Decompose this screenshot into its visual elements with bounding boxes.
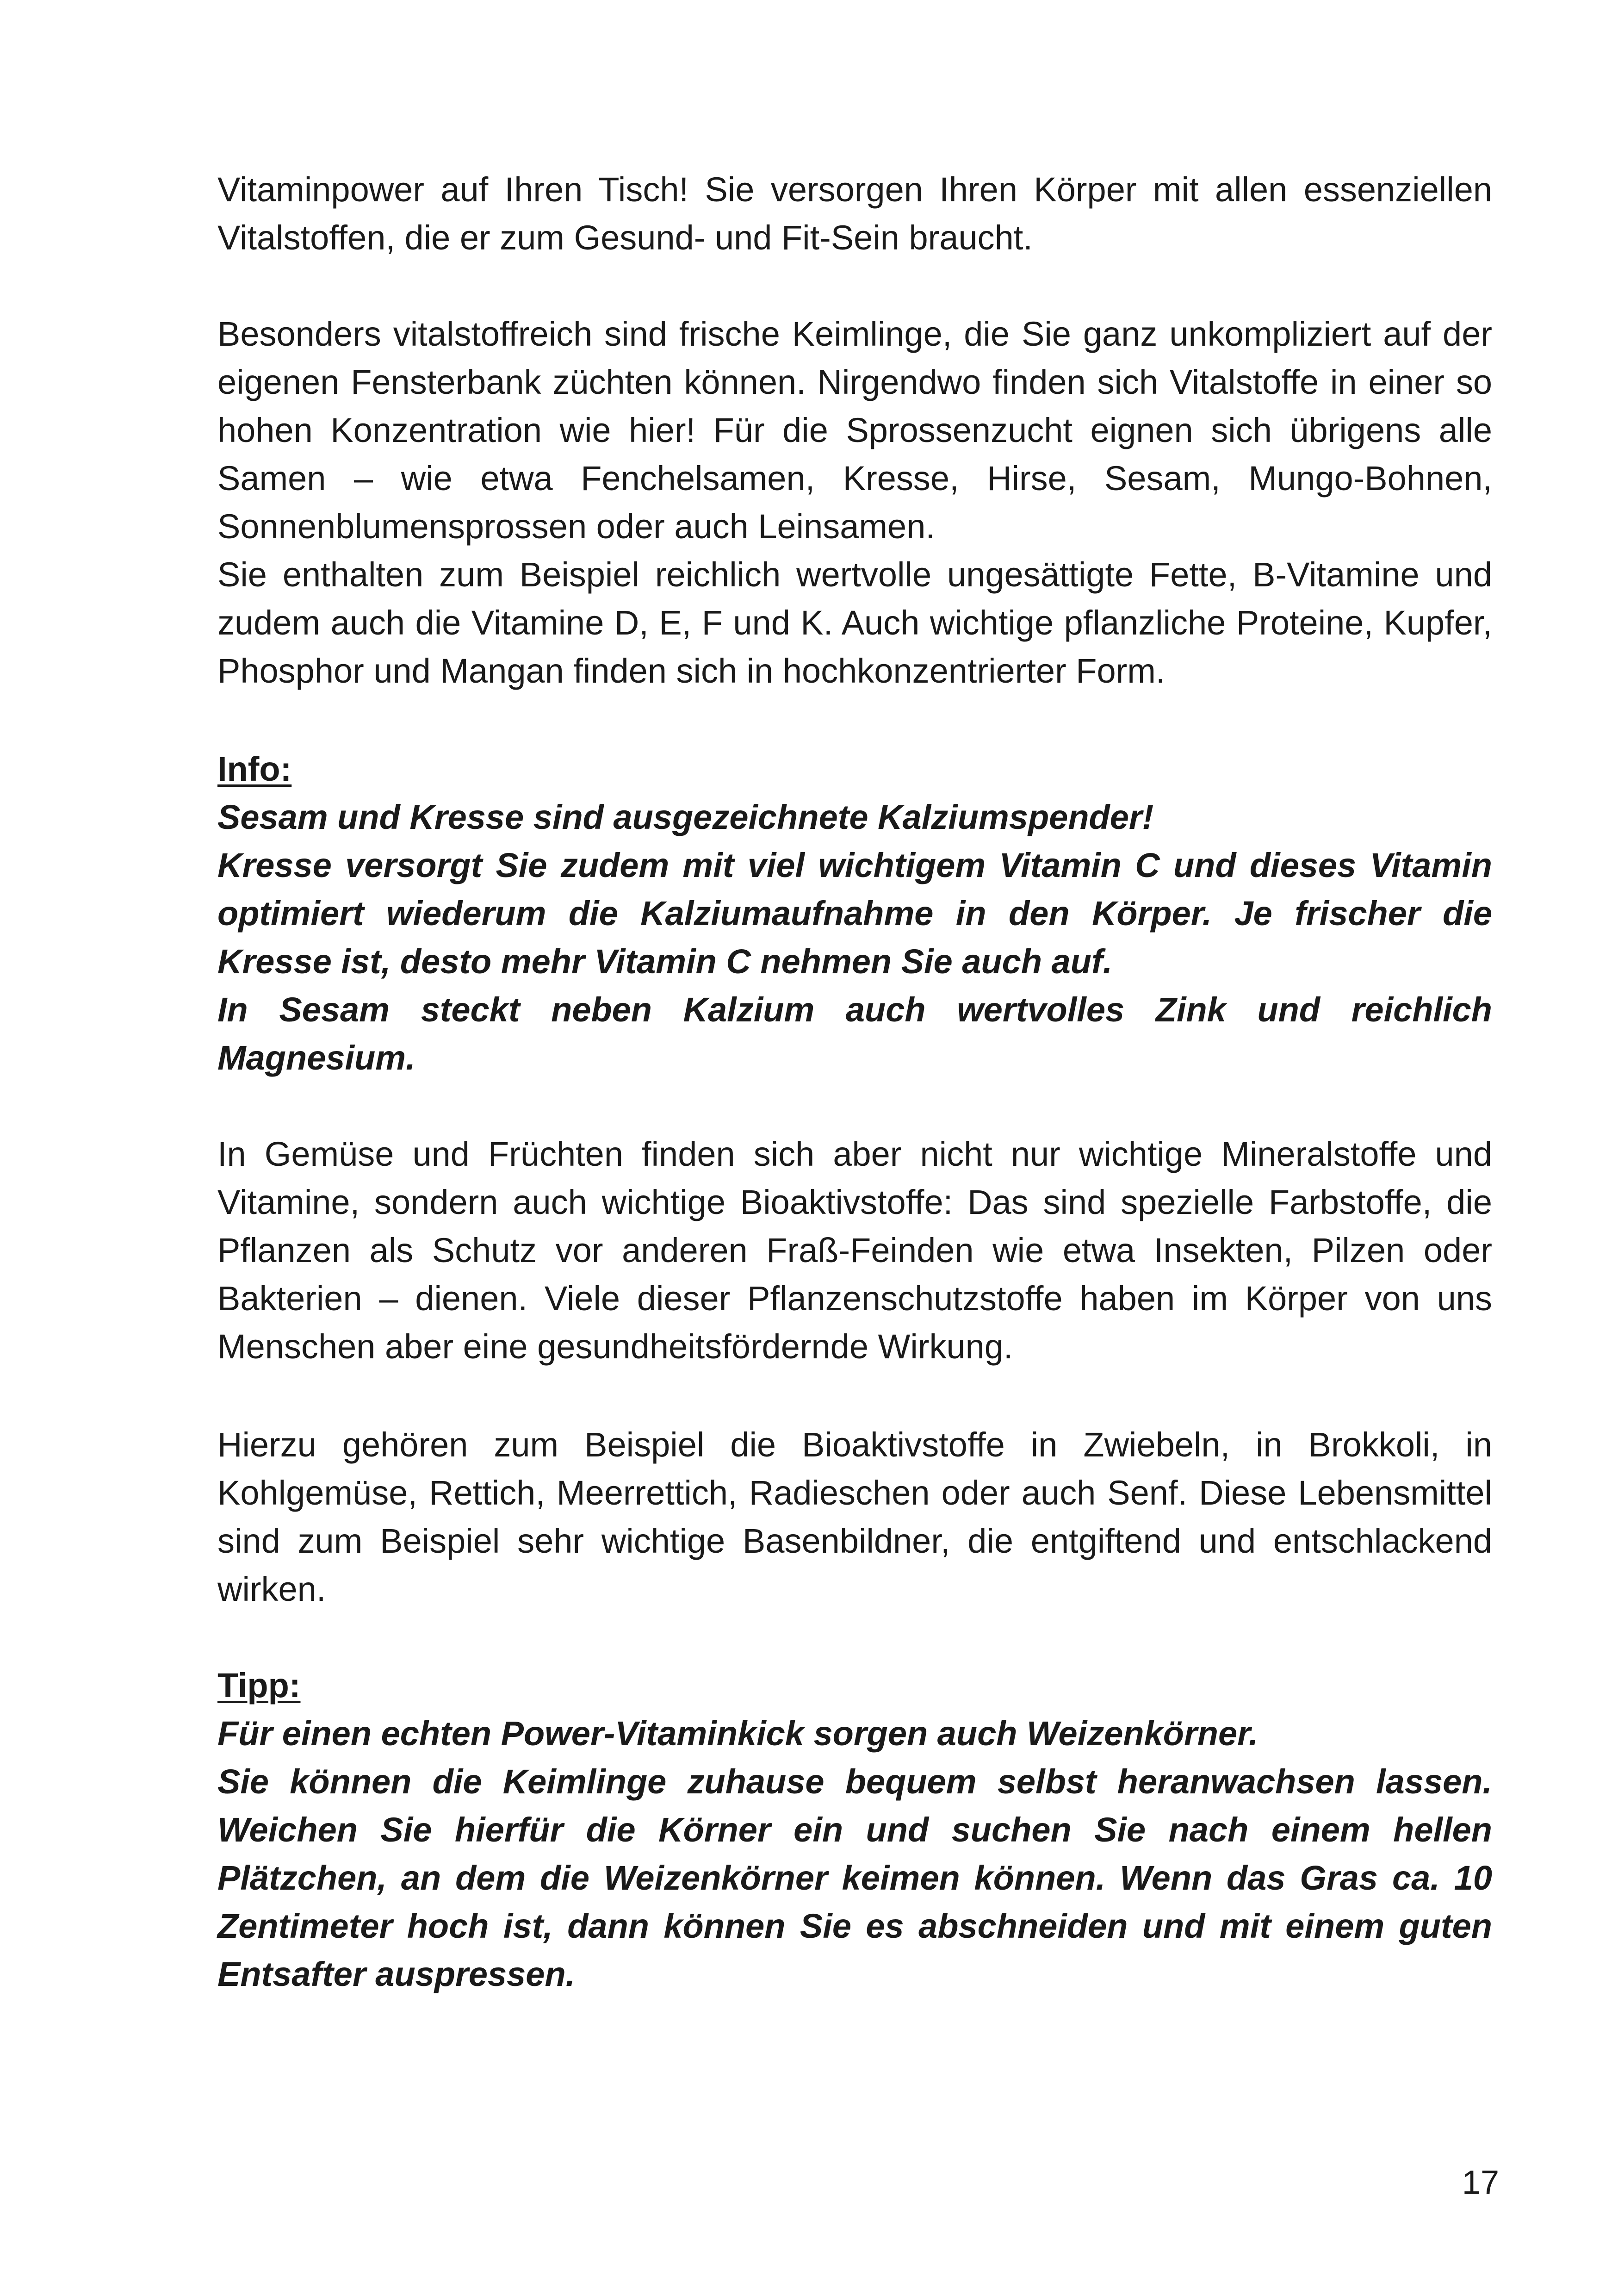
tipp-line-2: Sie können die Keimlinge zuhause bequem selbst heranwachsen lassen. Weichen Sie hierfür die Körner ein und suchen Sie nach einem hellen Plätzchen, an dem die Weizenkörner keimen können. Wenn das Gras ca. 10 Zentimeter hoch ist, dann können Sie es abschneiden und mit einem guten Entsafter auspressen. bbox=[217, 1762, 1492, 1993]
keimlinge-paragraph-block bbox=[217, 310, 1492, 695]
info-line-1: Sesam und Kresse sind ausgezeichnete Kalziumspender! bbox=[217, 798, 1154, 836]
tipp-heading: Tipp: bbox=[217, 1666, 301, 1705]
info-box bbox=[217, 745, 1492, 1082]
info-heading: Info: bbox=[217, 750, 292, 788]
tipp-line-1: Für einen echten Power-Vitaminkick sorgen auch Weizenkörner. bbox=[217, 1714, 1258, 1753]
tipp-box bbox=[217, 1661, 1492, 1998]
info-line-2: Kresse versorgt Sie zudem mit viel wichtigem Vitamin C und dieses Vitamin optimiert wiederum die Kalziumaufnahme in den Körper. Je frischer die Kresse ist, desto mehr Vitamin C nehmen Sie auch auf. bbox=[217, 846, 1492, 981]
inhalt-paragraph: Sie enthalten zum Beispiel reichlich wertvolle ungesättigte Fette, B-Vitamine und zudem auch die Vitamine D, E, F und K. Auch wichtige pflanzliche Proteine, Kupfer, Phosphor und Mangan finden sich in hochkonzentrierter Form. bbox=[217, 555, 1492, 690]
bioaktiv-paragraph-block bbox=[217, 1130, 1492, 1371]
page-number: 17 bbox=[1462, 2164, 1499, 2201]
intro-paragraph-block bbox=[217, 166, 1492, 262]
keimlinge-paragraph: Besonders vitalstoffreich sind frische Keimlinge, die Sie ganz unkompliziert auf der eigenen Fensterbank züchten können. Nirgendwo finden sich Vitalstoffe in einer so hohen Konzentration wie hier! Für die Sprossenzucht eignen sich übrigens alle Samen – wie etwa Fenchelsamen, Kresse, Hirse, Sesam, Mungo-Bohnen, Sonnenblumensprossen oder auch Leinsamen. bbox=[217, 315, 1492, 546]
bioaktiv-paragraph: In Gemüse und Früchten finden sich aber nicht nur wichtige Mineralstoffe und Vitamine, sondern auch wichtige Bioaktivstoffe: Das sind spezielle Farbstoffe, die Pflanzen als Schutz vor anderen Fraß-Feinden wie etwa Insekten, Pilzen oder Bakterien – dienen. Viele dieser Pflanzenschutzstoffe haben im Körper von uns Menschen aber eine gesundheitsfördernde Wirkung. bbox=[217, 1135, 1492, 1366]
intro-paragraph: Vitaminpower auf Ihren Tisch! Sie versorgen Ihren Körper mit allen essenziellen Vitalstoffen, die er zum Gesund- und Fit-Sein braucht. bbox=[217, 170, 1492, 257]
beispiele-paragraph-block bbox=[217, 1421, 1492, 1613]
info-line-3: In Sesam steckt neben Kalzium auch wertvolles Zink und reichlich Magnesium. bbox=[217, 990, 1492, 1077]
beispiele-paragraph: Hierzu gehören zum Beispiel die Bioaktivstoffe in Zwiebeln, in Brokkoli, in Kohlgemüse, Rettich, Meerrettich, Radieschen oder auch Senf. Diese Lebensmittel sind zum Beispiel sehr wichtige Basenbildner, die entgiftend und entschlackend wirken. bbox=[217, 1425, 1492, 1608]
